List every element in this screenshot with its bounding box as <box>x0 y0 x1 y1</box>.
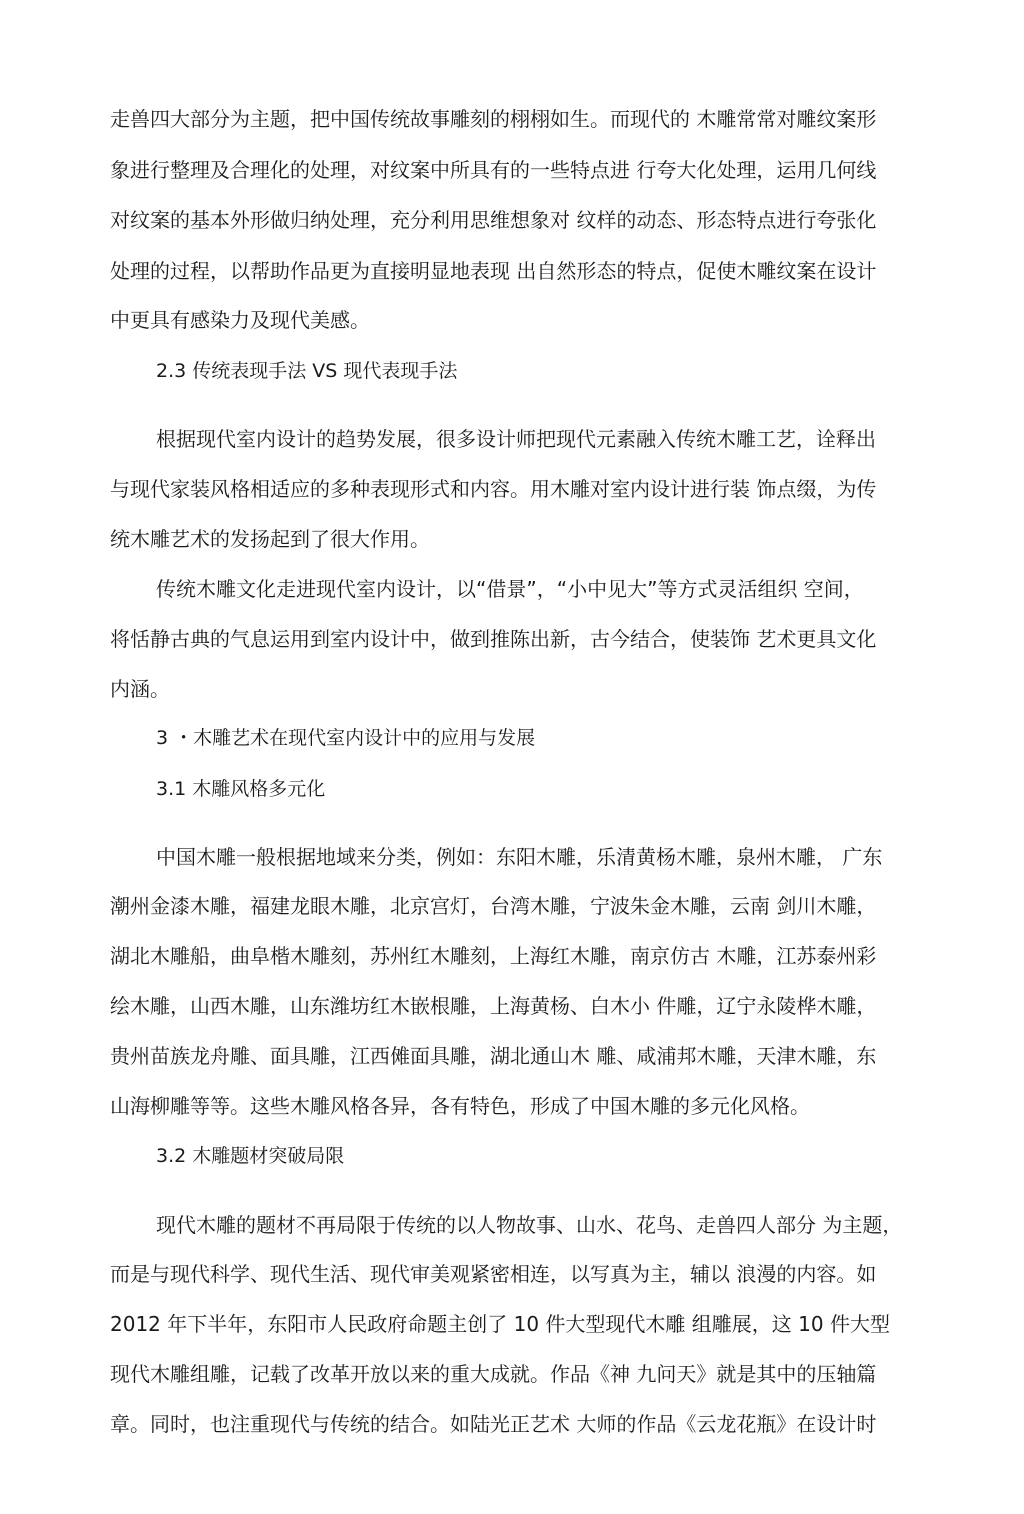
text-line: 2012 年下半年，东阳市人民政府命题主创了 10 件大型现代木雕 组雕展，这 10 件大型 <box>110 1312 890 1336</box>
text-line: 贵州苗族龙舟雕、面具雕，江西傩面具雕，湖北通山木 雕、咸浦邦木雕，天津木雕，东 <box>110 1044 877 1068</box>
text-line: 章。同时，也注重现代与传统的结合。如陆光正艺术 大师的作品《云龙花瓶》在设计时 <box>110 1412 877 1436</box>
text-line: 对纹案的基本外形做归纳处理，充分利用思维想象对 纹样的动态、形态特点进行夸张化 <box>110 208 877 232</box>
text-line: 现代木雕组雕，记载了改革开放以来的重大成就。作品《神 九问天》就是其中的压轴篇 <box>110 1362 877 1386</box>
section-heading-3-2: 3.2 木雕题材突破局限 <box>156 1145 345 1167</box>
text-line: 而是与现代科学、现代生活、现代审美观紧密相连，以写真为主，辅以 浪漫的内容。如 <box>110 1262 877 1286</box>
text-line: 湖北木雕船，曲阜楷木雕刻，苏州红木雕刻，上海红木雕，南京仿古 木雕，江苏泰州彩 <box>110 944 877 968</box>
text-line: 内涵。 <box>110 677 170 701</box>
text-line: 中国木雕一般根据地域来分类，例如：东阳木雕，乐清黄杨木雕，泉州木雕， 广东 <box>156 845 883 869</box>
text-line: 传统木雕文化走进现代室内设计，以“借景”，“小中见大”等方式灵活组织 空间， <box>156 577 864 601</box>
text-line: 潮州金漆木雕，福建龙眼木雕，北京宫灯，台湾木雕，宁波朱金木雕，云南 剑川木雕， <box>110 894 877 918</box>
section-heading-3: 3 ・木雕艺术在现代室内设计中的应用与发展 <box>156 727 536 749</box>
text-line: 处理的过程，以帮助作品更为直接明显地表现 出自然形态的特点，促使木雕纹案在设计 <box>110 259 877 283</box>
text-line: 与现代家装风格相适应的多种表现形式和内容。用木雕对室内设计进行装 饰点缀，为传 <box>110 477 877 501</box>
text-line: 将恬静古典的气息运用到室内设计中，做到推陈出新，古今结合，使装饰 艺术更具文化 <box>110 627 877 651</box>
text-line: 统木雕艺术的发扬起到了很大作用。 <box>110 527 430 551</box>
section-heading-3-1: 3.1 木雕风格多元化 <box>156 778 326 800</box>
text-line: 中更具有感染力及现代美感。 <box>110 308 370 332</box>
text-line: 现代木雕的题材不再局限于传统的以人物故事、山水、花鸟、走兽四人部分 为主题， <box>156 1213 903 1237</box>
text-line: 象进行整理及合理化的处理，对纹案中所具有的一些特点进 行夸大化处理，运用几何线 <box>110 158 877 182</box>
text-line: 走兽四大部分为主题，把中国传统故事雕刻的栩栩如生。而现代的 木雕常常对雕纹案形 <box>110 107 877 131</box>
text-line: 山海柳雕等等。这些木雕风格各异，各有特色，形成了中国木雕的多元化风格。 <box>110 1094 810 1118</box>
text-line: 根据现代室内设计的趋势发展，很多设计师把现代元素融入传统木雕工艺，诠释出 <box>156 427 876 451</box>
text-line: 绘木雕，山西木雕，山东潍坊红木嵌根雕，上海黄杨、白木小 件雕，辽宁永陵桦木雕， <box>110 994 877 1018</box>
section-heading-2-3: 2.3 传统表现手法 VS 现代表现手法 <box>156 360 458 382</box>
